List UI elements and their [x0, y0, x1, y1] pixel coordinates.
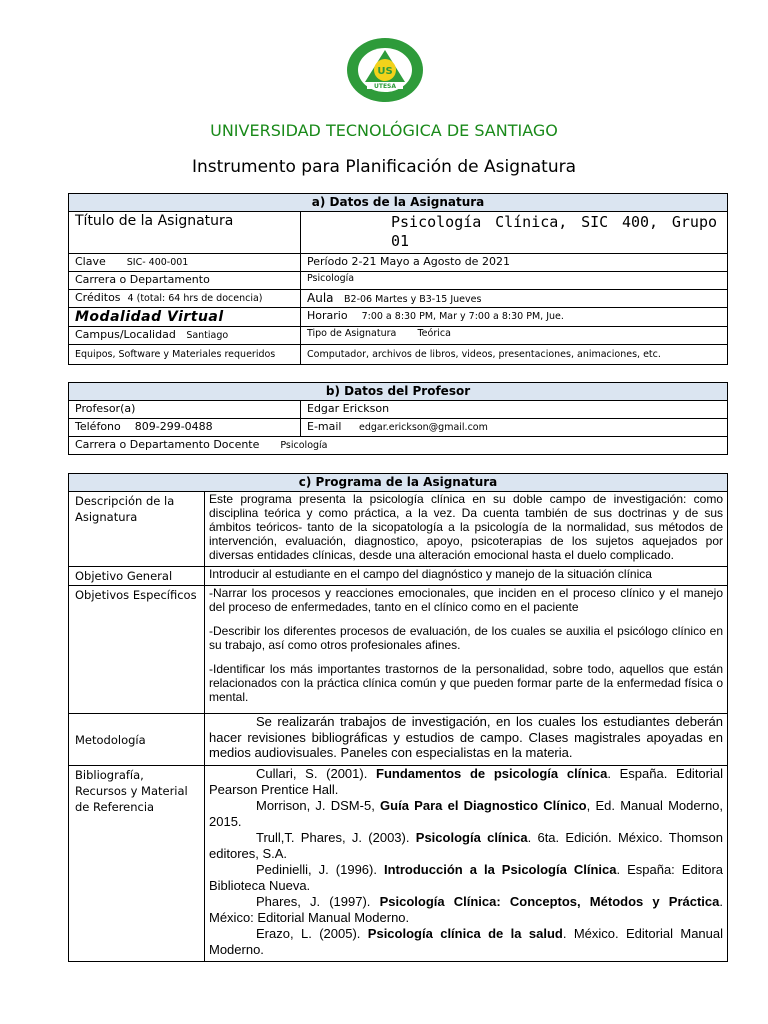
program-table: [68, 473, 728, 962]
bibliografia-value: [205, 766, 728, 962]
professor-data-table: [68, 382, 728, 455]
objective-item: -Describir los diferentes procesos de evaluación, de los cuales se auxilia el psicólogo clínico en su trabajo, así como otros profesionales afines.: [209, 624, 724, 652]
reference-item: Erazo, L. (2005). Psicología clínica de la salud. México. Editorial Manual Moderno.: [209, 926, 724, 957]
tipo-cell: Tipo de Asignatura Teórica: [301, 327, 728, 345]
carrera-docente-cell: Carrera o Departamento Docente Psicología: [69, 437, 728, 455]
metodologia-label: Metodología: [69, 714, 205, 766]
modalidad-cell: Modalidad Virtual: [69, 308, 301, 327]
metodologia-value: Se realizarán trabajos de investigación, en los cuales los estudiantes deberán hacer revisiones bibliográficas y estudios de campo. Clases magistrales apoyadas en medios audiovisuales. Paneles con especialistas en la materia.: [205, 714, 728, 766]
section-a-heading: a) Datos de la Asignatura: [69, 194, 728, 212]
reference-item: Trull,T. Phares, J. (2003). Psicología clínica. 6ta. Edición. México. Thomson editores, S.A.: [209, 830, 723, 861]
profesor-label: Profesor(a): [69, 401, 301, 419]
university-name: UNIVERSIDAD TECNOLÓGICA DE SANTIAGO: [210, 121, 558, 140]
aula-cell: Aula B2-06 Martes y B3-15 Jueves: [301, 290, 728, 308]
objective-item: -Narrar los procesos y reacciones emocionales, que inciden en el proceso clínico y el manejo del proceso de enfermedades, tanto en el clínico como en el paciente: [209, 586, 724, 614]
section-c-heading: c) Programa de la Asignatura: [69, 474, 728, 492]
carrera-value: Psicología: [301, 272, 728, 290]
telefono-cell: Teléfono 809-299-0488: [69, 419, 301, 437]
carrera-label: Carrera o Departamento: [69, 272, 301, 290]
campus-cell: Campus/Localidad Santiago: [69, 327, 301, 345]
section-b-heading: b) Datos del Profesor: [69, 383, 728, 401]
reference-item: Pedinielli, J. (1996). Introducción a la Psicología Clínica. España: Editora Biblioteca Nueva.: [209, 862, 723, 893]
email-cell: E-mail edgar.erickson@gmail.com: [301, 419, 728, 437]
reference-item: Phares, J. (1997). Psicología Clínica: Conceptos, Métodos y Práctica. México: Editorial Manual Moderno.: [209, 894, 724, 925]
objetivos-especificos-label: Objetivos Específicos: [69, 586, 205, 714]
clave-cell: Clave SIC- 400-001: [69, 254, 301, 272]
bibliografia-label: Bibliografía, Recursos y Material de Referencia: [69, 766, 205, 962]
objetivo-general-label: Objetivo General: [69, 567, 205, 586]
profesor-value: Edgar Erickson: [301, 401, 728, 419]
equipos-label: Equipos, Software y Materiales requeridos: [69, 345, 301, 365]
creditos-cell: Créditos 4 (total: 64 hrs de docencia): [69, 290, 301, 308]
objetivo-general-value: Introducir al estudiante en el campo del diagnóstico y manejo de la situación clínica: [205, 567, 728, 586]
university-logo: [345, 36, 425, 104]
svg-text:US: US: [377, 66, 393, 77]
equipos-value: Computador, archivos de libros, videos, presentaciones, animaciones, etc.: [301, 345, 728, 365]
reference-item: Morrison, J. DSM-5, Guía Para el Diagnostico Clínico, Ed. Manual Moderno, 2015.: [209, 798, 724, 829]
reference-item: Cullari, S. (2001). Fundamentos de psicología clínica. España. Editorial Pearson Prentice Hall.: [209, 766, 724, 797]
horario-cell: Horario 7:00 a 8:30 PM, Mar y 7:00 a 8:30 PM, Jue.: [301, 308, 728, 327]
document-title: Instrumento para Planificación de Asignatura: [191, 157, 577, 177]
subject-data-table: [68, 193, 728, 365]
periodo-cell: Período 2-21 Mayo a Agosto de 2021: [301, 254, 728, 272]
objective-item: -Identificar los más importantes trastornos de la personalidad, sobre todo, aquellos que están relacionados con la práctica clínica común y que pueden formar parte de la enfermedad física o mental.: [209, 662, 724, 704]
objetivos-especificos-value: [205, 586, 728, 714]
descripcion-value: Este programa presenta la psicología clínica en su doble campo de investigación: como disciplina teórica y como práctica, a la vez. Da cuenta también de sus doctrinas y de sus ámbitos teóricos- tanto de la sicopatología a la psicología de la normalidad, sus métodos de intervención, evaluación, diagnostico, apoyo, psicoterapias de los sujetos aquejados por diversas entidades clínicas, desde una alteración emocional hasta el duelo complicado.: [205, 492, 728, 567]
descripcion-label: Descripción de la Asignatura: [69, 492, 205, 567]
title-label: Título de la Asignatura: [69, 212, 301, 254]
svg-text:UTESA: UTESA: [373, 83, 397, 90]
title-value: Psicología Clínica, SIC 400, Grupo 01: [301, 212, 728, 254]
